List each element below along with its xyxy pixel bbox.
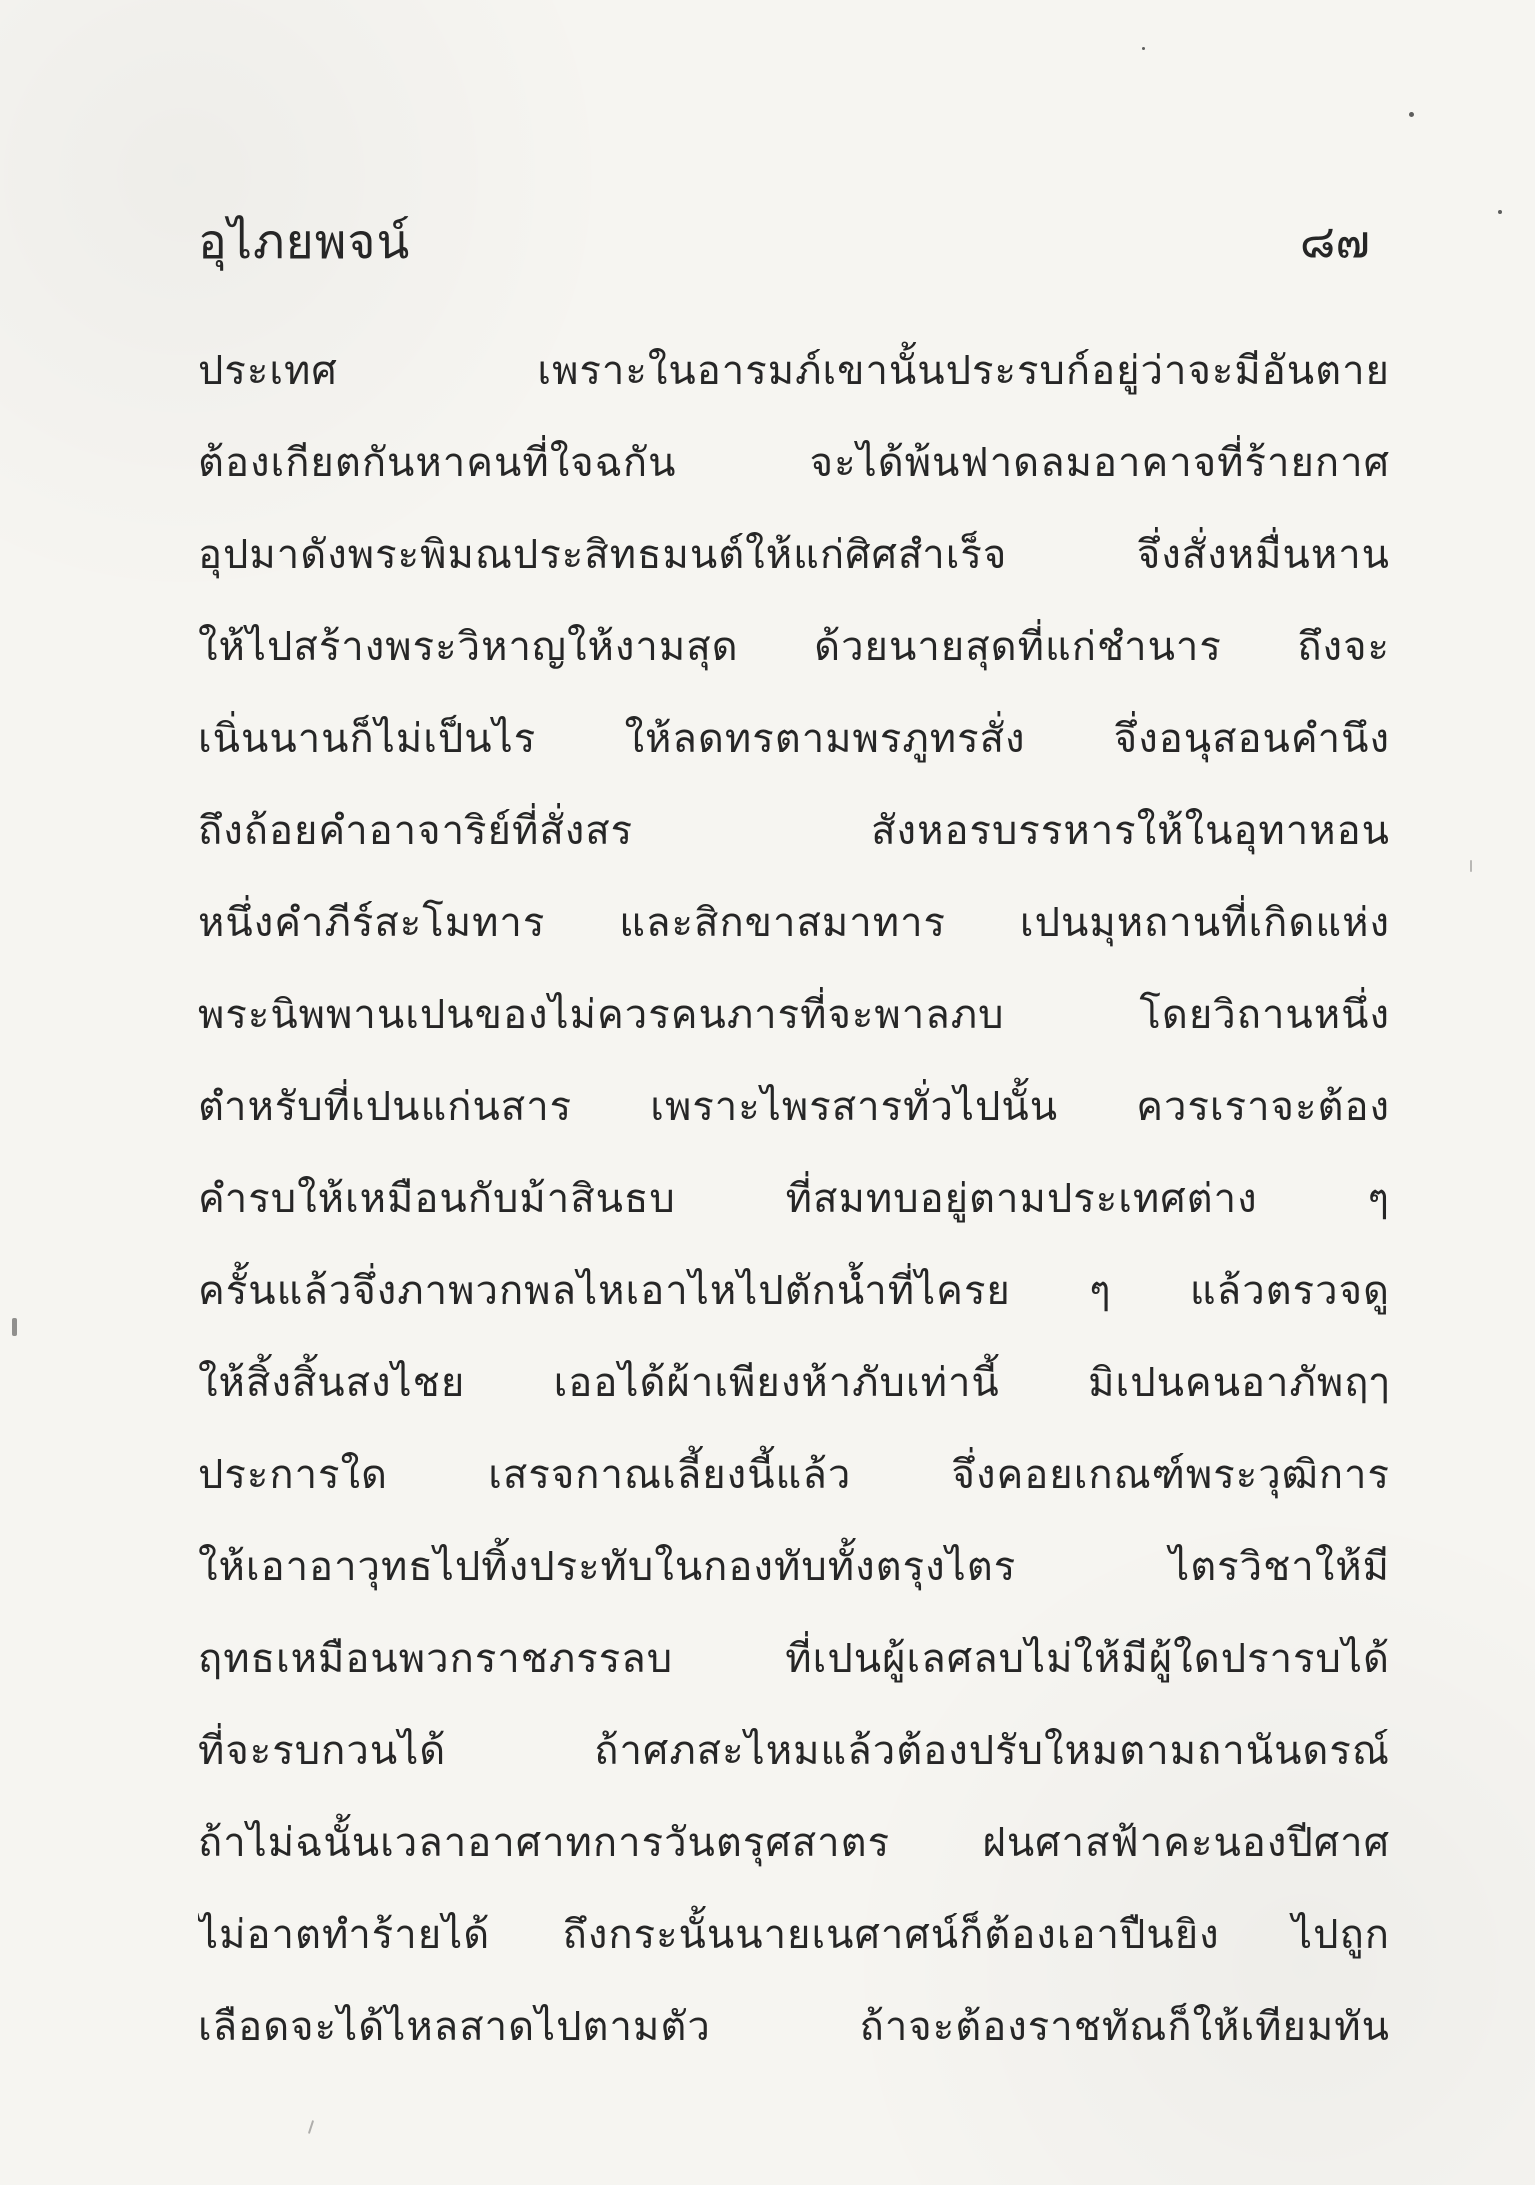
text-line-7: หนึ่งคำภีร์สะโมทาร และสิกขาสมาทาร เปนมุหถานที่เกิดแห่ง — [198, 900, 1390, 946]
paper-speck — [1498, 210, 1502, 214]
text-line-12: ให้สิ้งสิ้นสงไชย เออได้ผ้าเพียงห้าภับเท่านี้ มิเปนคนอาภัพฤๅ — [198, 1360, 1390, 1406]
text-line-8: พระนิพพานเปนของไม่ควรคนภารที่จะพาลภบ โดยวิถานหนึ่ง — [198, 992, 1390, 1038]
text-line-9: ตำหรับที่เปนแก่นสาร เพราะไพรสารทั่วไปนั้น ควรเราจะต้อง — [198, 1084, 1390, 1130]
text-line-16: ที่จะรบกวนได้ ถ้าศภสะไหมแล้วต้องปรับใหมตามถานันดรณ์ — [198, 1728, 1390, 1774]
text-line-14: ให้เอาอาวุทธไปทิ้งประทับในกองทับทั้งตรุงไตร ไตรวิชาให้มี — [198, 1544, 1390, 1590]
text-line-11: ครั้นแล้วจึ่งภาพวกพลไหเอาไหไปตักน้ำที่ไครย ๆ แล้วตรวจดู — [198, 1268, 1390, 1314]
text-line-19: เลือดจะได้ไหลสาดไปตามตัว ถ้าจะต้องราชทัณก็ให้เทียมทัน — [198, 2004, 1390, 2050]
body-text — [198, 325, 1390, 2073]
text-line-17: ถ้าไม่ฉนั้นเวลาอาศาทการวันตรุศสาตร ฝนศาสฟ้าคะนองปีศาศ — [198, 1820, 1390, 1866]
text-line-4: ให้ไปสร้างพระวิหาญให้งามสุด ด้วยนายสุดที่แก่ชำนาร ถึงจะ — [198, 624, 1390, 670]
text-line-5: เนิ่นนานก็ไม่เป็นไร ให้ลดทรตามพรภูทรสั่ง จึ่งอนุสอนคำนึง — [198, 716, 1390, 762]
paper-speck — [1470, 860, 1472, 872]
text-line-10: คำรบให้เหมือนกับม้าสินธบ ที่สมทบอยู่ตามประเทศต่าง ๆ — [198, 1176, 1390, 1222]
paper-speck — [308, 2120, 314, 2134]
page-header — [198, 214, 1370, 288]
text-line-1: ประเทศ เพราะในอารมภ์เขานั้นประรบก์อยู่ว่าจะมีอันตาย — [198, 348, 1390, 394]
text-line-2: ต้องเกียตกันหาคนที่ใจฉกัน จะได้พ้นฟาดลมอาคาจที่ร้ายกาศ — [198, 440, 1390, 486]
text-line-18: ไม่อาตทำร้ายได้ ถึงกระนั้นนายเนศาศน์ก็ต้องเอาปืนยิง ไปถูก — [198, 1912, 1390, 1958]
page-number: ๘๗ — [1299, 214, 1370, 268]
text-line-3: อุปมาดังพระพิมณประสิทธมนต์ให้แก่ศิศสำเร็จ จึ่งสั่งหมื่นหาน — [198, 532, 1390, 578]
running-title: อุไภยพจน์ — [198, 214, 411, 270]
paper-speck — [12, 1318, 17, 1336]
text-line-13: ประการใด เสรจกาณเลี้ยงนี้แล้ว จึ่งคอยเกณฑ์พระวุฒิการ — [198, 1452, 1390, 1498]
paper-speck — [1409, 112, 1414, 117]
paper-speck — [1142, 47, 1145, 50]
text-line-6: ถึงถ้อยคำอาจาริย์ที่สั่งสร สังหอรบรรหารให้ในอุทาหอน — [198, 808, 1390, 854]
text-line-15: ฤทธเหมือนพวกราชภรรลบ ที่เปนผู้เลศลบไม่ให้มีผู้ใดปรารบได้ — [198, 1636, 1390, 1682]
